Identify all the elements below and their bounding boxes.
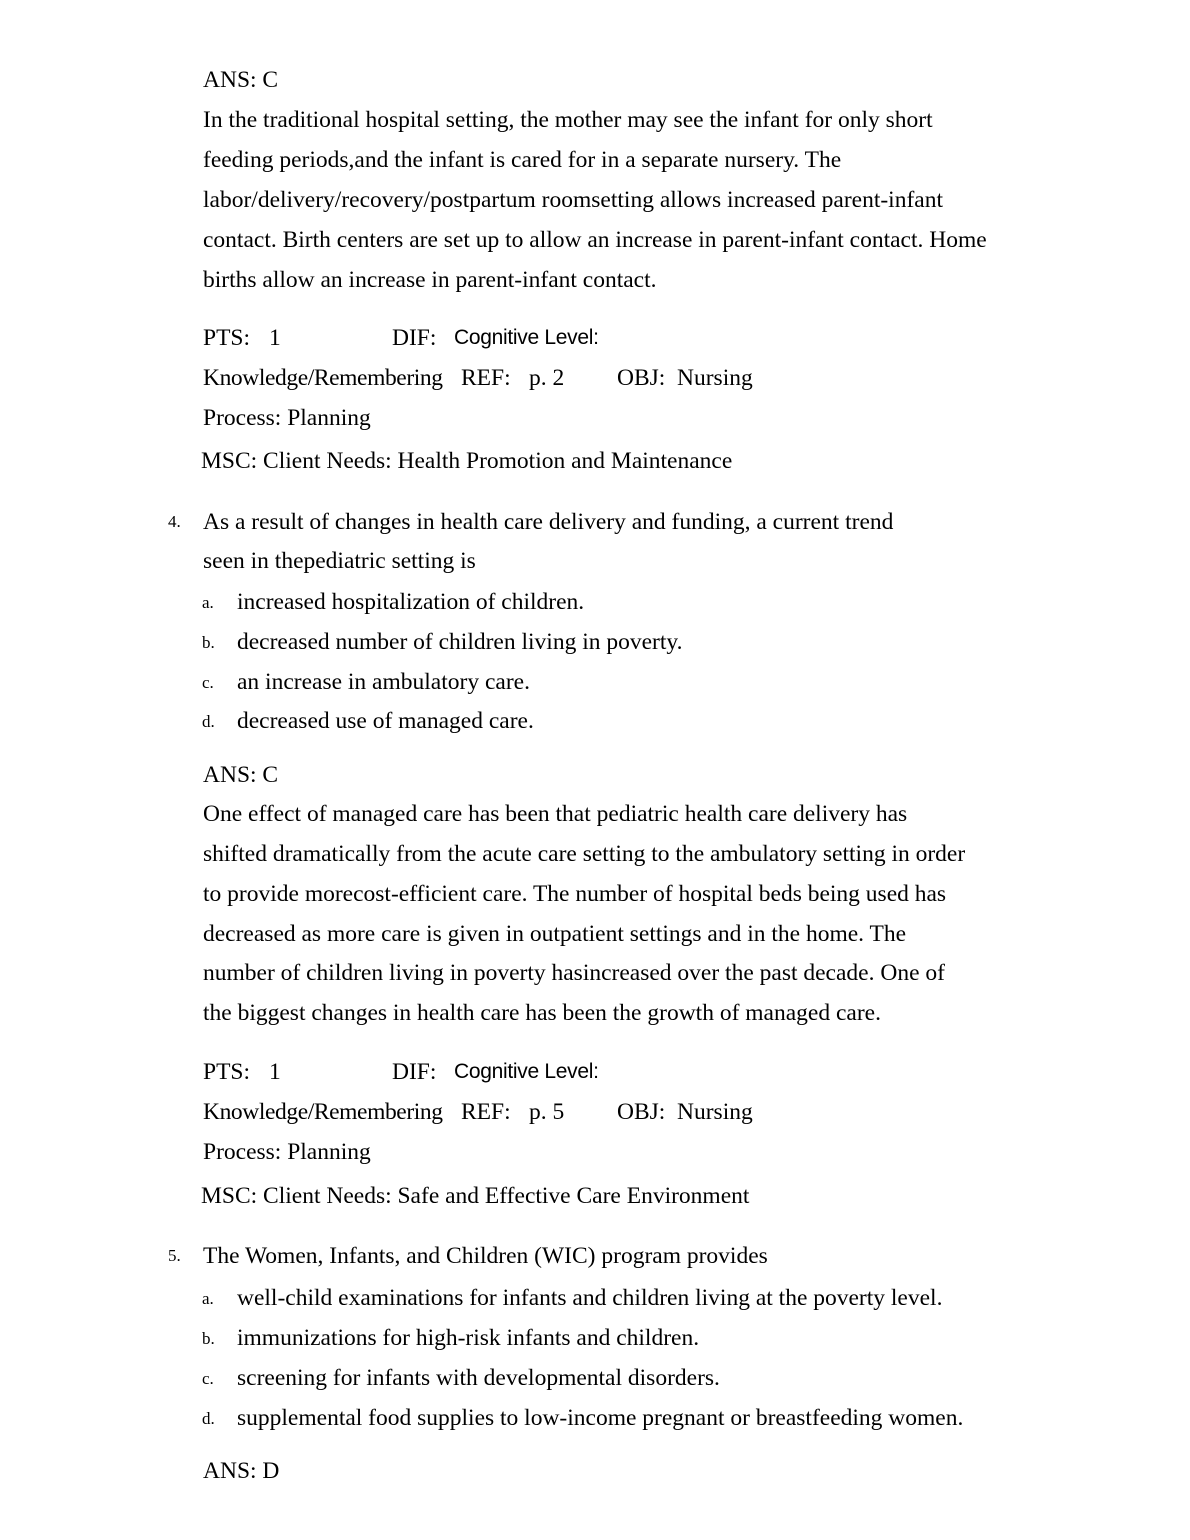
rationale-line: contact. Birth centers are set up to allow an increase in parent-infant contact. Home [203, 227, 987, 253]
pts-label: PTS: [203, 325, 251, 351]
option-text: decreased use of managed care. [237, 708, 534, 734]
rationale-line: labor/delivery/recovery/postpartum roomsetting allows increased parent-infant [203, 187, 943, 213]
obj-value: Nursing [677, 1099, 753, 1125]
pts-value: 1 [269, 325, 281, 351]
option-text: an increase in ambulatory care. [237, 669, 530, 695]
rationale-line: shifted dramatically from the acute care setting to the ambulatory setting in order [203, 841, 966, 867]
ref-value: p. 5 [529, 1099, 565, 1125]
rationale-line: births allow an increase in parent-infant contact. [203, 267, 657, 293]
option-letter: b. [202, 1329, 215, 1348]
ref-label: REF: [461, 365, 511, 391]
obj-value: Nursing [677, 365, 753, 391]
rationale-line: decreased as more care is given in outpatient settings and in the home. The [203, 921, 907, 947]
option-text: well-child examinations for infants and children living at the poverty level. [237, 1285, 943, 1311]
dif-label: DIF: [392, 1059, 437, 1085]
option-letter: c. [202, 673, 214, 692]
question-number: 5. [168, 1246, 181, 1265]
option-text: supplemental food supplies to low-income pregnant or breastfeeding women. [237, 1405, 964, 1431]
pts-value: 1 [269, 1059, 281, 1085]
obj-value-cont: Process: Planning [203, 1139, 371, 1165]
rationale-line: the biggest changes in health care has been the growth of managed care. [203, 1000, 881, 1026]
dif-value: Cognitive Level: [454, 1060, 599, 1083]
rationale-line: In the traditional hospital setting, the mother may see the infant for only short [203, 107, 933, 133]
dif-label: DIF: [392, 325, 437, 351]
option-letter: c. [202, 1369, 214, 1388]
answer-line: ANS: C [203, 762, 279, 788]
option-letter: a. [202, 593, 214, 612]
option-letter: b. [202, 633, 215, 652]
option-text: decreased number of children living in poverty. [237, 629, 683, 655]
msc-line: MSC: Client Needs: Safe and Effective Care Environment [201, 1183, 750, 1209]
rationale-line: One effect of managed care has been that pediatric health care delivery has [203, 801, 908, 827]
question-stem: The Women, Infants, and Children (WIC) program provides [203, 1243, 768, 1269]
ref-label: REF: [461, 1099, 511, 1125]
option-letter: d. [202, 712, 215, 731]
ref-value: p. 2 [529, 365, 565, 391]
question-number: 4. [168, 512, 181, 531]
option-letter: a. [202, 1289, 214, 1308]
rationale-line: feeding periods,and the infant is cared for in a separate nursery. The [203, 147, 842, 173]
option-text: immunizations for high-risk infants and children. [237, 1325, 700, 1351]
dif-value-cont: Knowledge/Remembering [203, 365, 443, 391]
pts-label: PTS: [203, 1059, 251, 1085]
question-stem: As a result of changes in health care delivery and funding, a current trend [203, 509, 894, 535]
option-text: screening for infants with developmental disorders. [237, 1365, 720, 1391]
answer-line: ANS: C [203, 67, 279, 93]
obj-value-cont: Process: Planning [203, 405, 371, 431]
question-stem: seen in thepediatric setting is [203, 548, 476, 574]
rationale-line: to provide morecost-efficient care. The number of hospital beds being used has [203, 881, 947, 907]
obj-label: OBJ: [617, 1099, 666, 1125]
option-letter: d. [202, 1409, 215, 1428]
msc-line: MSC: Client Needs: Health Promotion and Maintenance [201, 448, 733, 474]
obj-label: OBJ: [617, 365, 666, 391]
dif-value-cont: Knowledge/Remembering [203, 1099, 443, 1125]
option-text: increased hospitalization of children. [237, 589, 585, 615]
rationale-line: number of children living in poverty hasincreased over the past decade. One of [203, 960, 945, 986]
dif-value: Cognitive Level: [454, 326, 599, 349]
answer-line: ANS: D [203, 1458, 280, 1484]
